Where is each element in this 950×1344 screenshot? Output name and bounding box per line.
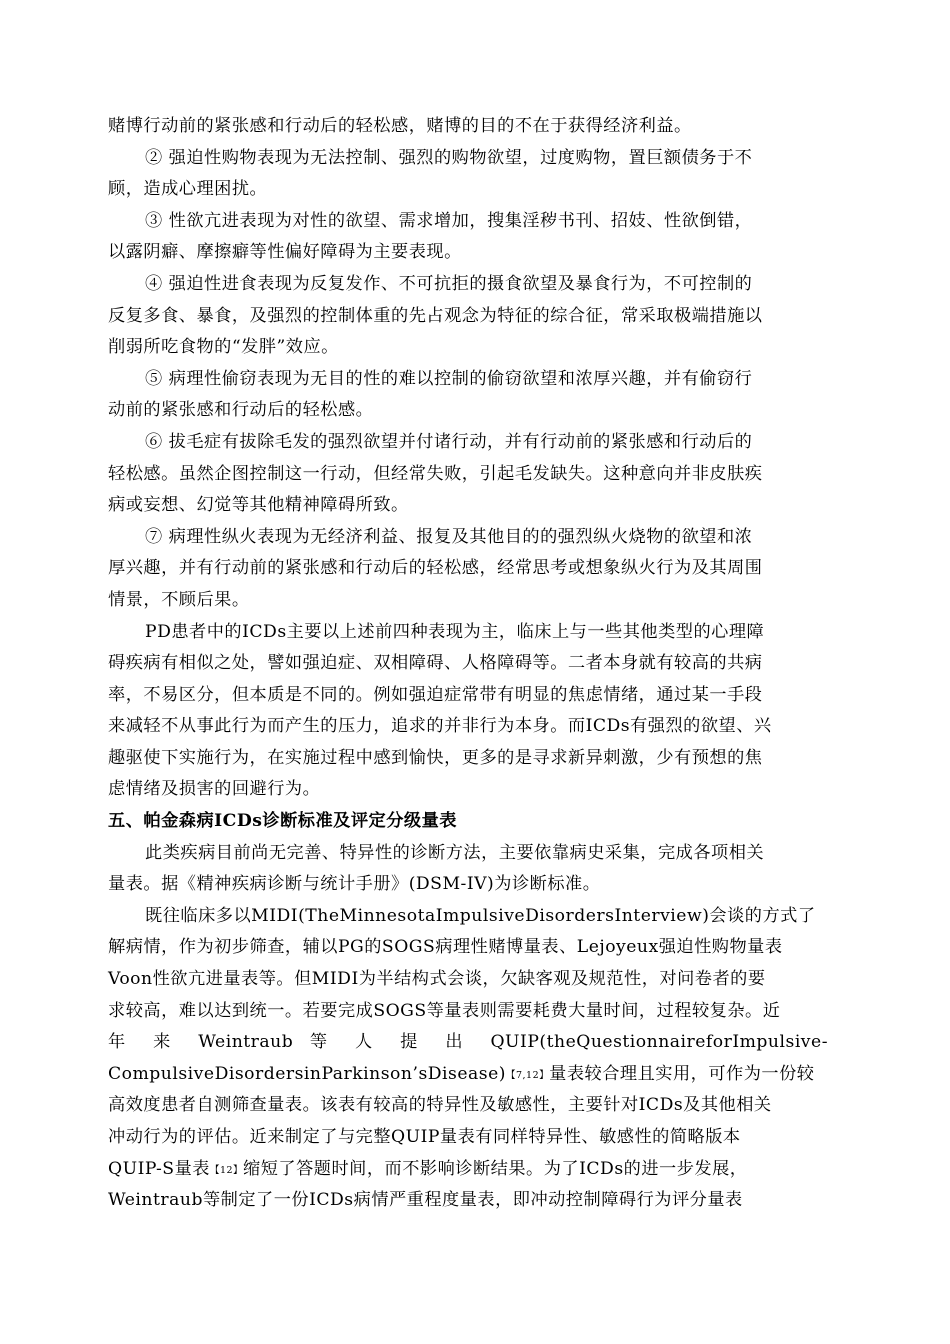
text-line: 既往临床多以MIDI(TheMinnesotaImpulsiveDisordersInterview)会谈的方式了 <box>145 905 816 926</box>
text-line: ④ 强迫性进食表现为反复发作、不可抗拒的摄食欲望及暴食行为，不可控制的 <box>145 273 753 294</box>
text-line: ② 强迫性购物表现为无法控制、强烈的购物欲望，过度购物，置巨额债务于不 <box>145 147 753 168</box>
text-line: ③ 性欲亢进表现为对性的欲望、需求增加，搜集淫秽书刊、招妓、性欲倒错， <box>145 210 753 231</box>
citation-ref: 【7,12】 <box>505 1069 550 1081</box>
text-line: 率，不易区分，但本质是不同的。例如强迫症常带有明显的焦虑情绪，通过某一手段 <box>108 684 763 705</box>
text-line: 以露阴癖、摩擦癖等性偏好障碍为主要表现。 <box>108 242 462 263</box>
text-line: PD患者中的ICDs主要以上述前四种表现为主，临床上与一些其他类型的心理障 <box>145 621 765 642</box>
text-line: 年 来 Weintraub 等 人 提 出 QUIP(theQuestionnaireforImpulsive- <box>108 1032 828 1053</box>
text-line: 情景，不顾后果。 <box>108 589 250 610</box>
text-line: 顾，造成心理困扰。 <box>108 179 268 200</box>
text-line: 厚兴趣，并有行动前的紧张感和行动后的轻松感，经常思考或想象纵火行为及其周围 <box>108 558 763 579</box>
text-line: 解病情，作为初步筛查，辅以PG的SOGS病理性赌博量表、Lejoyeux强迫性购物量表 <box>108 937 783 958</box>
document-body <box>108 111 828 1217</box>
text-line: 求较高，难以达到统一。若要完成SOGS等量表则需要耗费大量时间，过程较复杂。近 <box>108 1000 781 1021</box>
text-segment: QUIP-S量表 <box>108 1158 210 1179</box>
text-line: 碍疾病有相似之处，譬如强迫症、双相障碍、人格障碍等。二者本身就有较高的共病 <box>108 653 763 674</box>
text-line <box>108 1059 828 1091</box>
text-line: 赌博行动前的紧张感和行动后的轻松感，赌博的目的不在于获得经济利益。 <box>108 116 692 136</box>
text-line: 高效度患者自测筛查量表。该表有较高的特异性及敏感性，主要针对ICDs及其他相关 <box>108 1095 772 1116</box>
text-line: 轻松感。虽然企图控制这一行动，但经常失败，引起毛发缺失。这种意向并非皮肤疾 <box>108 463 763 484</box>
text-segment: 缩短了答题时间，而不影响诊断结果。为了ICDs的进一步发展， <box>243 1158 748 1179</box>
text-line: 反复多食、暴食，及强烈的控制体重的先占观念为特征的综合征，常采取极端措施以 <box>108 305 763 326</box>
text-line: ⑦ 病理性纵火表现为无经济利益、报复及其他目的的强烈纵火烧物的欲望和浓 <box>145 526 753 547</box>
citation-ref: 【12】 <box>209 1164 244 1176</box>
text-line: Weintraub等制定了一份ICDs病情严重程度量表，即冲动控制障碍行为评分量表 <box>108 1190 743 1211</box>
text-line: 此类疾病目前尚无完善、特异性的诊断方法，主要依靠病史采集，完成各项相关 <box>145 842 765 863</box>
text-line: 冲动行为的评估。近来制定了与完整QUIP量表有同样特异性、敏感性的简略版本 <box>108 1127 741 1147</box>
text-segment: 量表较合理且实用，可作为一份较 <box>549 1063 815 1084</box>
text-line: 来减轻不从事此行为而产生的压力，追求的并非行为本身。而ICDs有强烈的欲望、兴 <box>108 716 772 737</box>
text-line <box>108 1154 828 1186</box>
text-line: 虑情绪及损害的回避行为。 <box>108 779 321 800</box>
text-line: ⑥ 拔毛症有拔除毛发的强烈欲望并付诸行动，并有行动前的紧张感和行动后的 <box>145 431 753 452</box>
text-line: 削弱所吃食物的“发胖”效应。 <box>108 337 339 358</box>
text-line: 动前的紧张感和行动后的轻松感。 <box>108 400 374 421</box>
text-line: 趣驱使下实施行为，在实施过程中感到愉快，更多的是寻求新异刺激，少有预想的焦 <box>108 747 763 768</box>
text-line: ⑤ 病理性偷窃表现为无目的性的难以控制的偷窃欲望和浓厚兴趣，并有偷窃行 <box>145 368 753 389</box>
text-line: Voon性欲亢进量表等。但MIDI为半结构式会谈，欠缺客观及规范性，对问卷者的要 <box>108 969 766 990</box>
text-line: 量表。据《精神疾病诊断与统计手册》(DSM-IV)为诊断标准。 <box>108 874 601 895</box>
text-segment: CompulsiveDisordersinParkinson’sDisease) <box>108 1063 506 1084</box>
text-line: 病或妄想、幻觉等其他精神障碍所致。 <box>108 495 409 516</box>
section-heading: 五、帕金森病ICDs诊断标准及评定分级量表 <box>108 811 457 832</box>
